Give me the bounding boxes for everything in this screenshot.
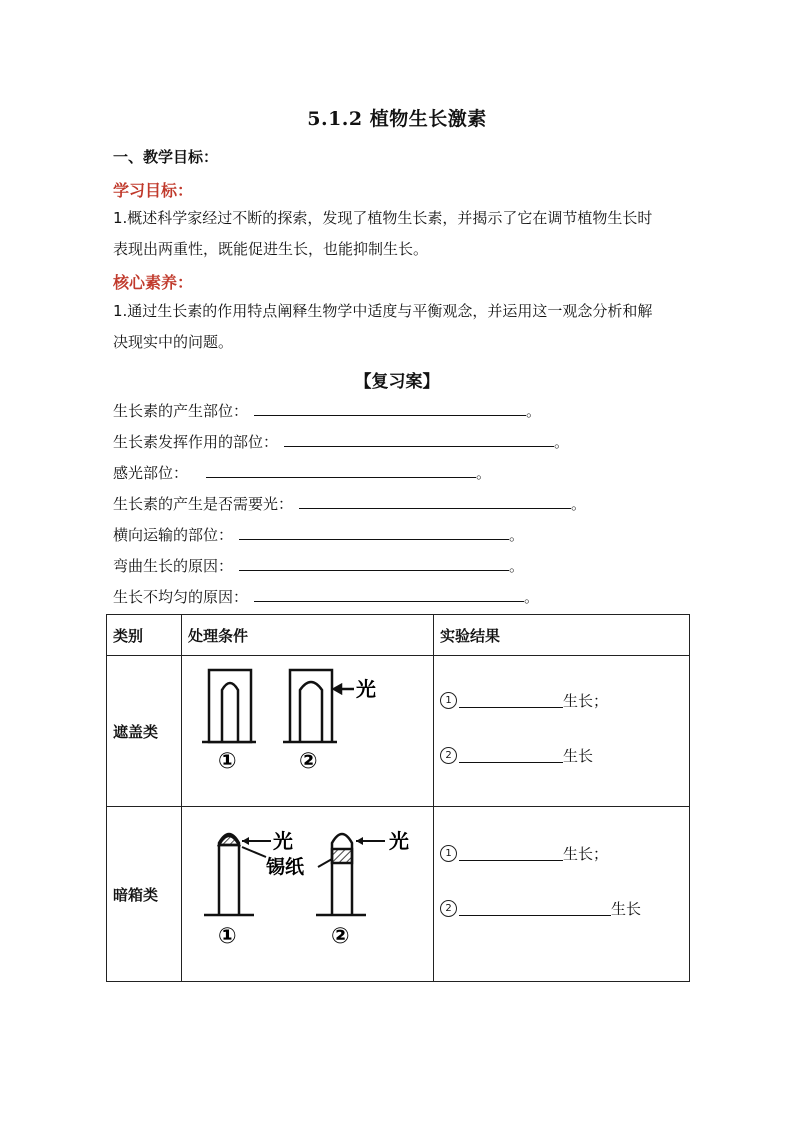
category-cell: 遮盖类 — [107, 656, 182, 807]
light-label: 光 — [389, 829, 409, 853]
header-condition: 处理条件 — [182, 615, 434, 656]
circled-number: 1 — [440, 692, 457, 709]
experiment-table — [106, 614, 690, 982]
answer-blank[interactable] — [206, 463, 476, 478]
answer-blank[interactable] — [239, 556, 509, 571]
result-line: 1 生长； — [440, 843, 683, 864]
condition-figure-cell — [182, 807, 434, 982]
condition-figure-cell — [182, 656, 434, 807]
answer-blank[interactable] — [459, 846, 563, 861]
light-label: 光 — [273, 829, 293, 853]
circled-number: 2 — [440, 900, 457, 917]
result-line: 2 生长 — [440, 898, 683, 919]
figure-number-2: ② — [331, 924, 350, 949]
figure-number-1: ① — [218, 924, 237, 949]
review-item: 弯曲生长的原因： 。 — [113, 557, 525, 575]
circled-number: 1 — [440, 845, 457, 862]
section-heading: 一、教学目标： — [113, 148, 219, 166]
page-title: 5.1.2 植物生长激素 — [307, 108, 487, 130]
review-item: 感光部位： 。 — [113, 464, 492, 482]
review-item: 横向运输的部位： 。 — [113, 526, 525, 544]
learning-goal-text-1: 1.概述科学家经过不断的探索，发现了植物生长素，并揭示了它在调节植物生长时 — [113, 209, 653, 227]
answer-blank[interactable] — [299, 494, 571, 509]
header-category: 类别 — [107, 615, 182, 656]
result-line: 1 生长； — [440, 690, 683, 711]
answer-blank[interactable] — [459, 693, 563, 708]
review-item: 生长素发挥作用的部位： 。 — [113, 433, 570, 451]
review-item: 生长不均匀的原因： 。 — [113, 588, 540, 606]
header-result: 实验结果 — [434, 615, 690, 656]
result-cell — [434, 807, 690, 982]
result-line: 2 生长 — [440, 745, 683, 766]
review-item: 生长素的产生是否需要光： 。 — [113, 495, 587, 513]
foil-seedling-figure — [182, 807, 432, 977]
result-cell — [434, 656, 690, 807]
figure-number-1: ① — [218, 749, 237, 774]
learning-goal-text-2: 表现出两重性，既能促进生长，也能抑制生长。 — [113, 240, 429, 258]
answer-blank[interactable] — [284, 432, 554, 447]
foil-label: 锡纸 — [266, 856, 305, 878]
figure-number-2: ② — [299, 749, 318, 774]
review-heading: 【复习案】 — [354, 372, 440, 392]
answer-blank[interactable] — [239, 525, 509, 540]
answer-blank[interactable] — [254, 587, 524, 602]
answer-blank[interactable] — [254, 401, 526, 416]
answer-blank[interactable] — [459, 901, 611, 916]
core-literacy-text-2: 决现实中的问题。 — [113, 333, 234, 351]
light-label: 光 — [356, 677, 376, 701]
answer-blank[interactable] — [459, 748, 563, 763]
core-literacy-text-1: 1.通过生长素的作用特点阐释生物学中适度与平衡观念，并运用这一观念分析和解 — [113, 302, 653, 320]
circled-number: 2 — [440, 747, 457, 764]
learning-goal-label: 学习目标： — [113, 181, 194, 200]
core-literacy-label: 核心素养： — [113, 273, 194, 292]
covered-seedling-figure — [182, 656, 432, 802]
review-item: 生长素的产生部位： 。 — [113, 402, 542, 420]
category-cell: 暗箱类 — [107, 807, 182, 982]
